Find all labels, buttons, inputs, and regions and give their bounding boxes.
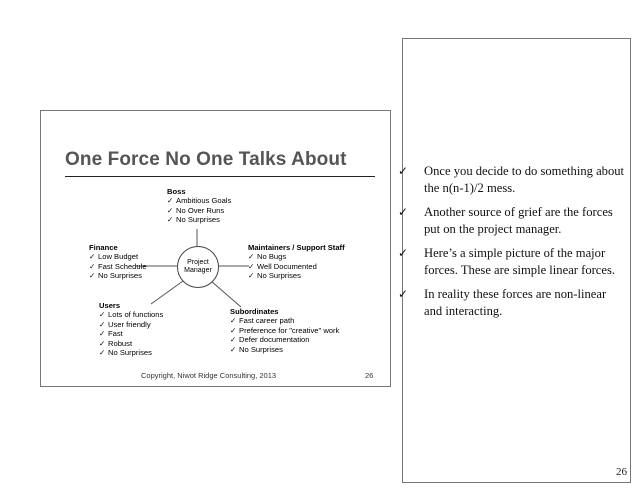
group-heading: Boss (167, 187, 186, 196)
check-icon: ✓ (230, 335, 237, 345)
check-icon: ✓ (167, 205, 174, 215)
list-item: ✓ Ambitious Goals (167, 196, 232, 206)
group-boss (167, 187, 231, 225)
list-item: ✓ No Surprises (99, 348, 152, 358)
list-item: ✓ Fast career path (230, 316, 295, 326)
check-icon: ✓ (89, 271, 96, 281)
check-icon: ✓ (398, 246, 409, 260)
notes-bullet: ✓ In reality these forces are non-linear and interacting. (398, 287, 607, 318)
check-icon: ✓ (248, 271, 255, 281)
notes-bullet-list (398, 163, 625, 327)
list-item: ✓ Defer documentation (230, 335, 310, 345)
check-icon: ✓ (89, 261, 96, 271)
check-icon: ✓ (398, 164, 409, 178)
list-item: ✓ Low Budget (89, 252, 139, 262)
list-item: ✓ Lots of functions (99, 310, 164, 320)
list-item: ✓ User friendly (99, 319, 151, 329)
speaker-notes-panel (398, 38, 631, 483)
group-finance (89, 243, 147, 281)
list-item: ✓ Robust (99, 338, 133, 348)
list-item: ✓ Fast (99, 329, 123, 339)
group-heading: Users (99, 301, 121, 310)
notes-bullet: ✓ Here’s a simple picture of the major forces. These are simple linear forces. (398, 246, 616, 277)
check-icon: ✓ (230, 316, 237, 326)
group-heading: Maintainers / Support Staff (248, 243, 345, 252)
check-icon: ✓ (230, 325, 237, 335)
project-manager-node (177, 246, 219, 288)
list-item: ✓ Well Documented (248, 261, 317, 271)
check-icon: ✓ (248, 261, 255, 271)
list-item: ✓ No Surprises (167, 215, 220, 225)
list-item: ✓ No Surprises (248, 271, 301, 281)
check-icon: ✓ (230, 344, 237, 354)
check-icon: ✓ (167, 215, 174, 225)
group-maintainers (248, 243, 345, 281)
connector-subordinates (211, 281, 241, 307)
group-heading: Subordinates (230, 307, 279, 316)
list-item: ✓ Preference for "creative" work (230, 325, 340, 335)
slide-number: 26 (365, 371, 374, 380)
check-icon: ✓ (167, 196, 174, 206)
slide-thumbnail (40, 110, 391, 387)
check-icon: ✓ (248, 252, 255, 262)
group-heading: Finance (89, 243, 118, 252)
check-icon: ✓ (99, 319, 106, 329)
check-icon: ✓ (99, 310, 106, 320)
check-icon: ✓ (99, 329, 106, 339)
check-icon: ✓ (89, 252, 96, 262)
center-label: Project Manager (184, 259, 212, 274)
check-icon: ✓ (398, 287, 409, 301)
list-item: ✓ No Surprises (230, 344, 283, 354)
list-item: ✓ No Surprises (89, 271, 142, 281)
page-number: 26 (616, 466, 627, 478)
list-item: ✓ Fast Schedule (89, 261, 147, 271)
check-icon: ✓ (99, 338, 106, 348)
group-users (99, 301, 163, 357)
slide-title: One Force No One Talks About (65, 149, 347, 170)
notes-bullet: ✓ Another source of grief are the forces put on the project manager. (398, 205, 613, 236)
check-icon: ✓ (398, 205, 409, 219)
check-icon: ✓ (99, 348, 106, 358)
notes-bullet: ✓ Once you decide to do something about the n(n-1)/2 mess. (398, 164, 625, 195)
copyright-text: Copyright, Niwot Ridge Consulting, 2013 (141, 371, 277, 380)
list-item: ✓ No Bugs (248, 252, 287, 262)
list-item: ✓ No Over Runs (167, 205, 225, 215)
group-subordinates (230, 307, 339, 354)
